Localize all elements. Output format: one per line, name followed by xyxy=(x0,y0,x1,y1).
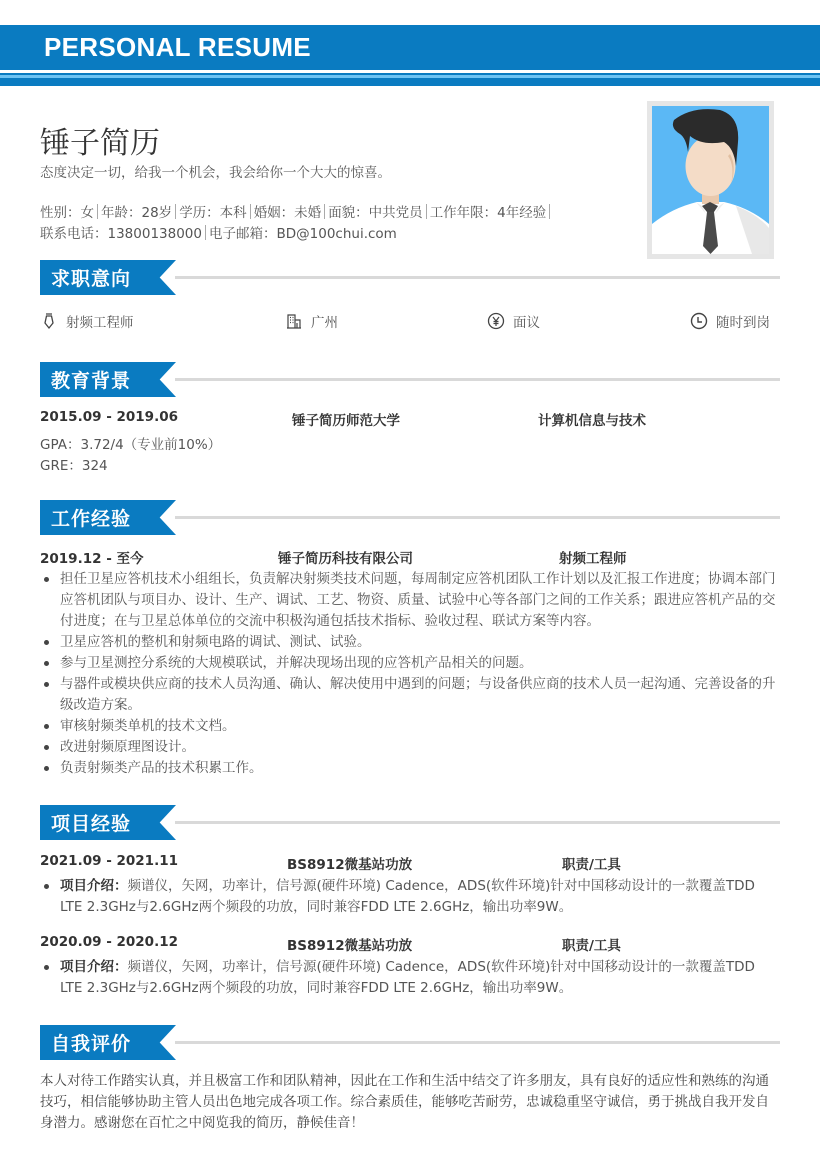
project-name: BS8912微基站功放 xyxy=(287,938,413,954)
section-title: 求职意向 xyxy=(51,268,132,290)
project-role: 职责/工具 xyxy=(562,938,621,954)
section-title: 工作经验 xyxy=(51,508,132,530)
intent-availability xyxy=(690,311,770,331)
info-gender: 性别：女 xyxy=(40,205,94,221)
section-header-work xyxy=(40,500,780,535)
project-role: 职责/工具 xyxy=(562,857,621,873)
intent-salary xyxy=(487,311,540,331)
tie-icon xyxy=(40,312,58,330)
avatar-icon xyxy=(652,106,769,254)
info-age: 年龄：28岁 xyxy=(101,205,173,221)
project-intro: 频谱仪，矢网，功率计，信号源(硬件环境) Cadence，ADS(软件环境)针对中国移动设计的一款覆盖TDD LTE 2.3GHz与2.6GHz两个频段的功放，同时兼容FDD LTE 2.6GHz，输出功率9W。 xyxy=(60,959,755,996)
banner-title: PERSONAL RESUME xyxy=(44,32,311,62)
section-divider xyxy=(175,1041,780,1044)
list-item: 参与卫星测控分系统的大规模联试，并解决现场出现的应答机产品相关的问题。 xyxy=(40,653,780,674)
project-intro-label: 项目介绍： xyxy=(60,878,128,894)
project-intro: 频谱仪，矢网，功率计，信号源(硬件环境) Cadence，ADS(软件环境)针对中国移动设计的一款覆盖TDD LTE 2.3GHz与2.6GHz两个频段的功放，同时兼容FDD LTE 2.6GHz，输出功率9W。 xyxy=(60,878,755,915)
work-company: 锤子简历科技有限公司 xyxy=(278,551,413,567)
list-item: 改进射频原理图设计。 xyxy=(40,737,780,758)
list-item: 与器件或模块供应商的技术人员沟通、确认、解决使用中遇到的问题；与设备供应商的技术人员一起沟通、完善设备的升级改造方案。 xyxy=(40,674,780,716)
project-period: 2021.09 - 2021.11 xyxy=(40,853,178,869)
project-details xyxy=(40,876,780,918)
list-item: 负责射频类产品的技术积累工作。 xyxy=(40,758,780,779)
profile-info-row xyxy=(40,201,553,221)
info-marital: 婚姻：未婚 xyxy=(253,205,322,221)
intent-position xyxy=(40,311,134,331)
section-divider xyxy=(175,516,780,519)
self-evaluation-text: 本人对待工作踏实认真，并且极富工作和团队精神，因此在工作和生活中结交了许多朋友，具有良好的适应性和熟练的沟通技巧，相信能够协助主管人员出色地完成各项工作。综合素质佳，能够吃苦耐劳，忠诚稳重坚守诚信，勇于挑战自我开发自身潜力。感谢您在百忙之中阅览我的简历，静候佳音！ xyxy=(40,1073,769,1131)
section-title: 项目经验 xyxy=(51,813,132,835)
section-divider xyxy=(175,378,780,381)
list-item xyxy=(40,957,780,999)
section-header-self-eval xyxy=(40,1025,780,1060)
info-experience-years: 工作年限：4年经验 xyxy=(429,205,547,221)
work-duties xyxy=(40,569,780,779)
profile-motto: 态度决定一切，给我一个机会，我会给你一个大大的惊喜。 xyxy=(40,165,391,181)
list-item: 卫星应答机的整机和射频电路的调试、测试、试验。 xyxy=(40,632,780,653)
project-period: 2020.09 - 2020.12 xyxy=(40,934,178,950)
intent-city-label: 广州 xyxy=(311,315,338,331)
project-name: BS8912微基站功放 xyxy=(287,857,413,873)
section-header-projects xyxy=(40,805,780,840)
education-gpa: GPA：3.72/4（专业前10%） xyxy=(40,437,222,453)
intent-city xyxy=(285,311,338,331)
section-title: 教育背景 xyxy=(51,370,132,392)
intent-availability-label: 随时到岗 xyxy=(716,315,770,331)
banner-stripe xyxy=(0,75,820,78)
list-item xyxy=(40,876,780,918)
profile-contact-row xyxy=(40,222,397,242)
work-title: 射频工程师 xyxy=(559,551,627,567)
info-political: 面貌：中共党员 xyxy=(328,205,423,221)
info-email: 电子邮箱：BD@100chui.com xyxy=(208,226,397,242)
project-intro-label: 项目介绍： xyxy=(60,959,128,975)
work-period: 2019.12 - 至今 xyxy=(40,551,144,567)
intent-position-label: 射频工程师 xyxy=(66,315,134,331)
info-phone: 联系电话：13800138000 xyxy=(40,226,202,242)
building-icon xyxy=(285,312,303,330)
section-header-intent xyxy=(40,260,780,295)
section-header-education xyxy=(40,362,780,397)
section-title: 自我评价 xyxy=(51,1033,132,1055)
education-period: 2015.09 - 2019.06 xyxy=(40,409,178,425)
list-item: 审核射频类单机的技术文档。 xyxy=(40,716,780,737)
education-school: 锤子简历师范大学 xyxy=(292,413,400,429)
project-details xyxy=(40,957,780,999)
list-item: 担任卫星应答机技术小组组长，负责解决射频类技术问题，每周制定应答机团队工作计划以及汇报工作进度；协调本部门应答机团队与项目办、设计、生产、调试、工艺、物资、质量、试验中心等各部门之间的工作关系；跟进应答机产品的交付进度；在与卫星总体单位的交流中积极沟通包括技术指标、验收过程、联试方案等内容。 xyxy=(40,569,780,632)
education-gre: GRE：324 xyxy=(40,458,108,474)
profile-photo xyxy=(647,101,774,259)
banner-stripe xyxy=(0,70,820,73)
education-major: 计算机信息与技术 xyxy=(538,413,646,429)
clock-icon xyxy=(690,312,708,330)
yuan-icon xyxy=(487,312,505,330)
section-divider xyxy=(175,276,780,279)
info-education: 学历：本科 xyxy=(179,205,247,221)
intent-salary-label: 面议 xyxy=(513,315,540,331)
section-divider xyxy=(175,821,780,824)
header-banner xyxy=(0,25,820,86)
profile-name: 锤子简历 xyxy=(40,126,160,161)
